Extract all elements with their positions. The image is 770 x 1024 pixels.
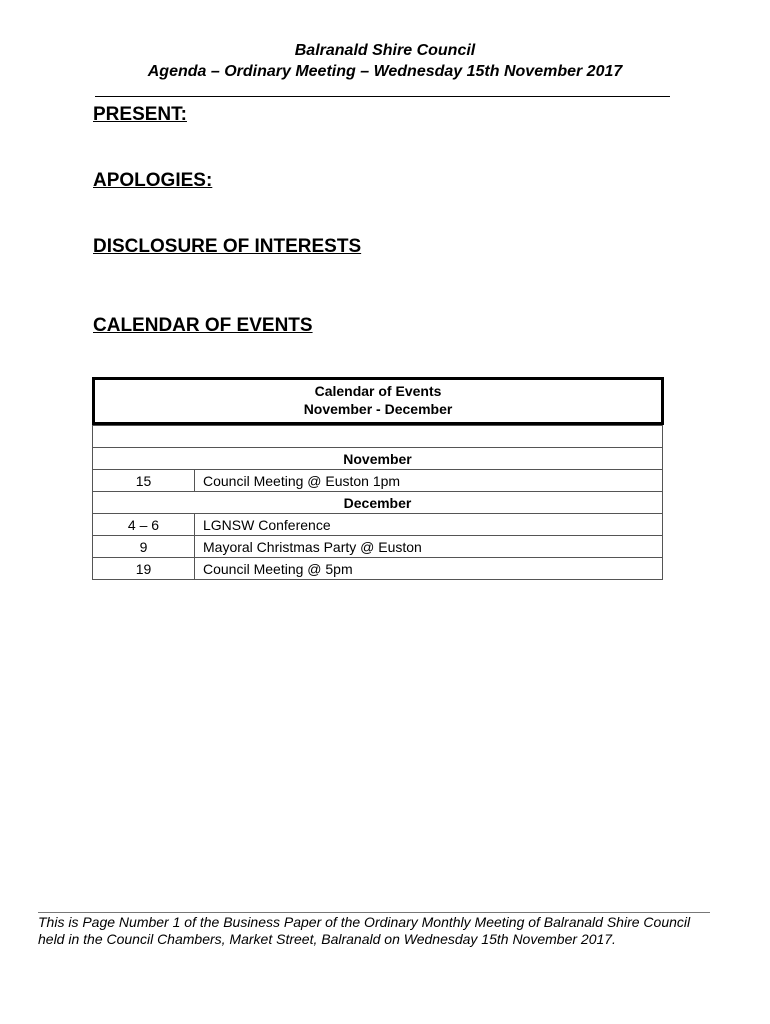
apologies-heading: APOLOGIES: xyxy=(93,170,213,191)
present-heading: PRESENT: xyxy=(93,104,187,125)
council-name: Balranald Shire Council xyxy=(294,42,476,59)
disclosure-heading: DISCLOSURE OF INTERESTS xyxy=(93,236,362,257)
month-row xyxy=(93,492,663,514)
calendar-heading: CALENDAR OF EVENTS xyxy=(93,315,313,336)
footer-divider xyxy=(38,912,710,913)
table-row xyxy=(93,470,663,492)
event-date: 15 xyxy=(93,470,195,492)
calendar-title-box xyxy=(92,377,664,425)
month-label: December xyxy=(93,492,663,514)
table-row xyxy=(93,514,663,536)
month-row xyxy=(93,448,663,470)
event-date: 4 – 6 xyxy=(93,514,195,536)
event-name: Council Meeting @ Euston 1pm xyxy=(195,470,663,492)
calendar-box-subtitle: November - December xyxy=(303,401,453,417)
header-divider xyxy=(95,96,670,97)
events-table xyxy=(92,425,663,580)
event-date: 19 xyxy=(93,558,195,580)
spacer-cell xyxy=(93,426,663,448)
page-footer: This is Page Number 1 of the Business Paper of the Ordinary Monthly Meeting of Balranald Shire Council held in the Council Chambers, Market Street, Balranald on Wednesday 15th November 2017. xyxy=(38,914,691,947)
calendar-box-title: Calendar of Events xyxy=(314,383,442,399)
table-row xyxy=(93,558,663,580)
month-label: November xyxy=(93,448,663,470)
agenda-title: Agenda – Ordinary Meeting – Wednesday 15th November 2017 xyxy=(147,63,623,80)
spacer-row xyxy=(93,426,663,448)
event-name: LGNSW Conference xyxy=(195,514,663,536)
event-date: 9 xyxy=(93,536,195,558)
table-row xyxy=(93,536,663,558)
event-name: Council Meeting @ 5pm xyxy=(195,558,663,580)
event-name: Mayoral Christmas Party @ Euston xyxy=(195,536,663,558)
